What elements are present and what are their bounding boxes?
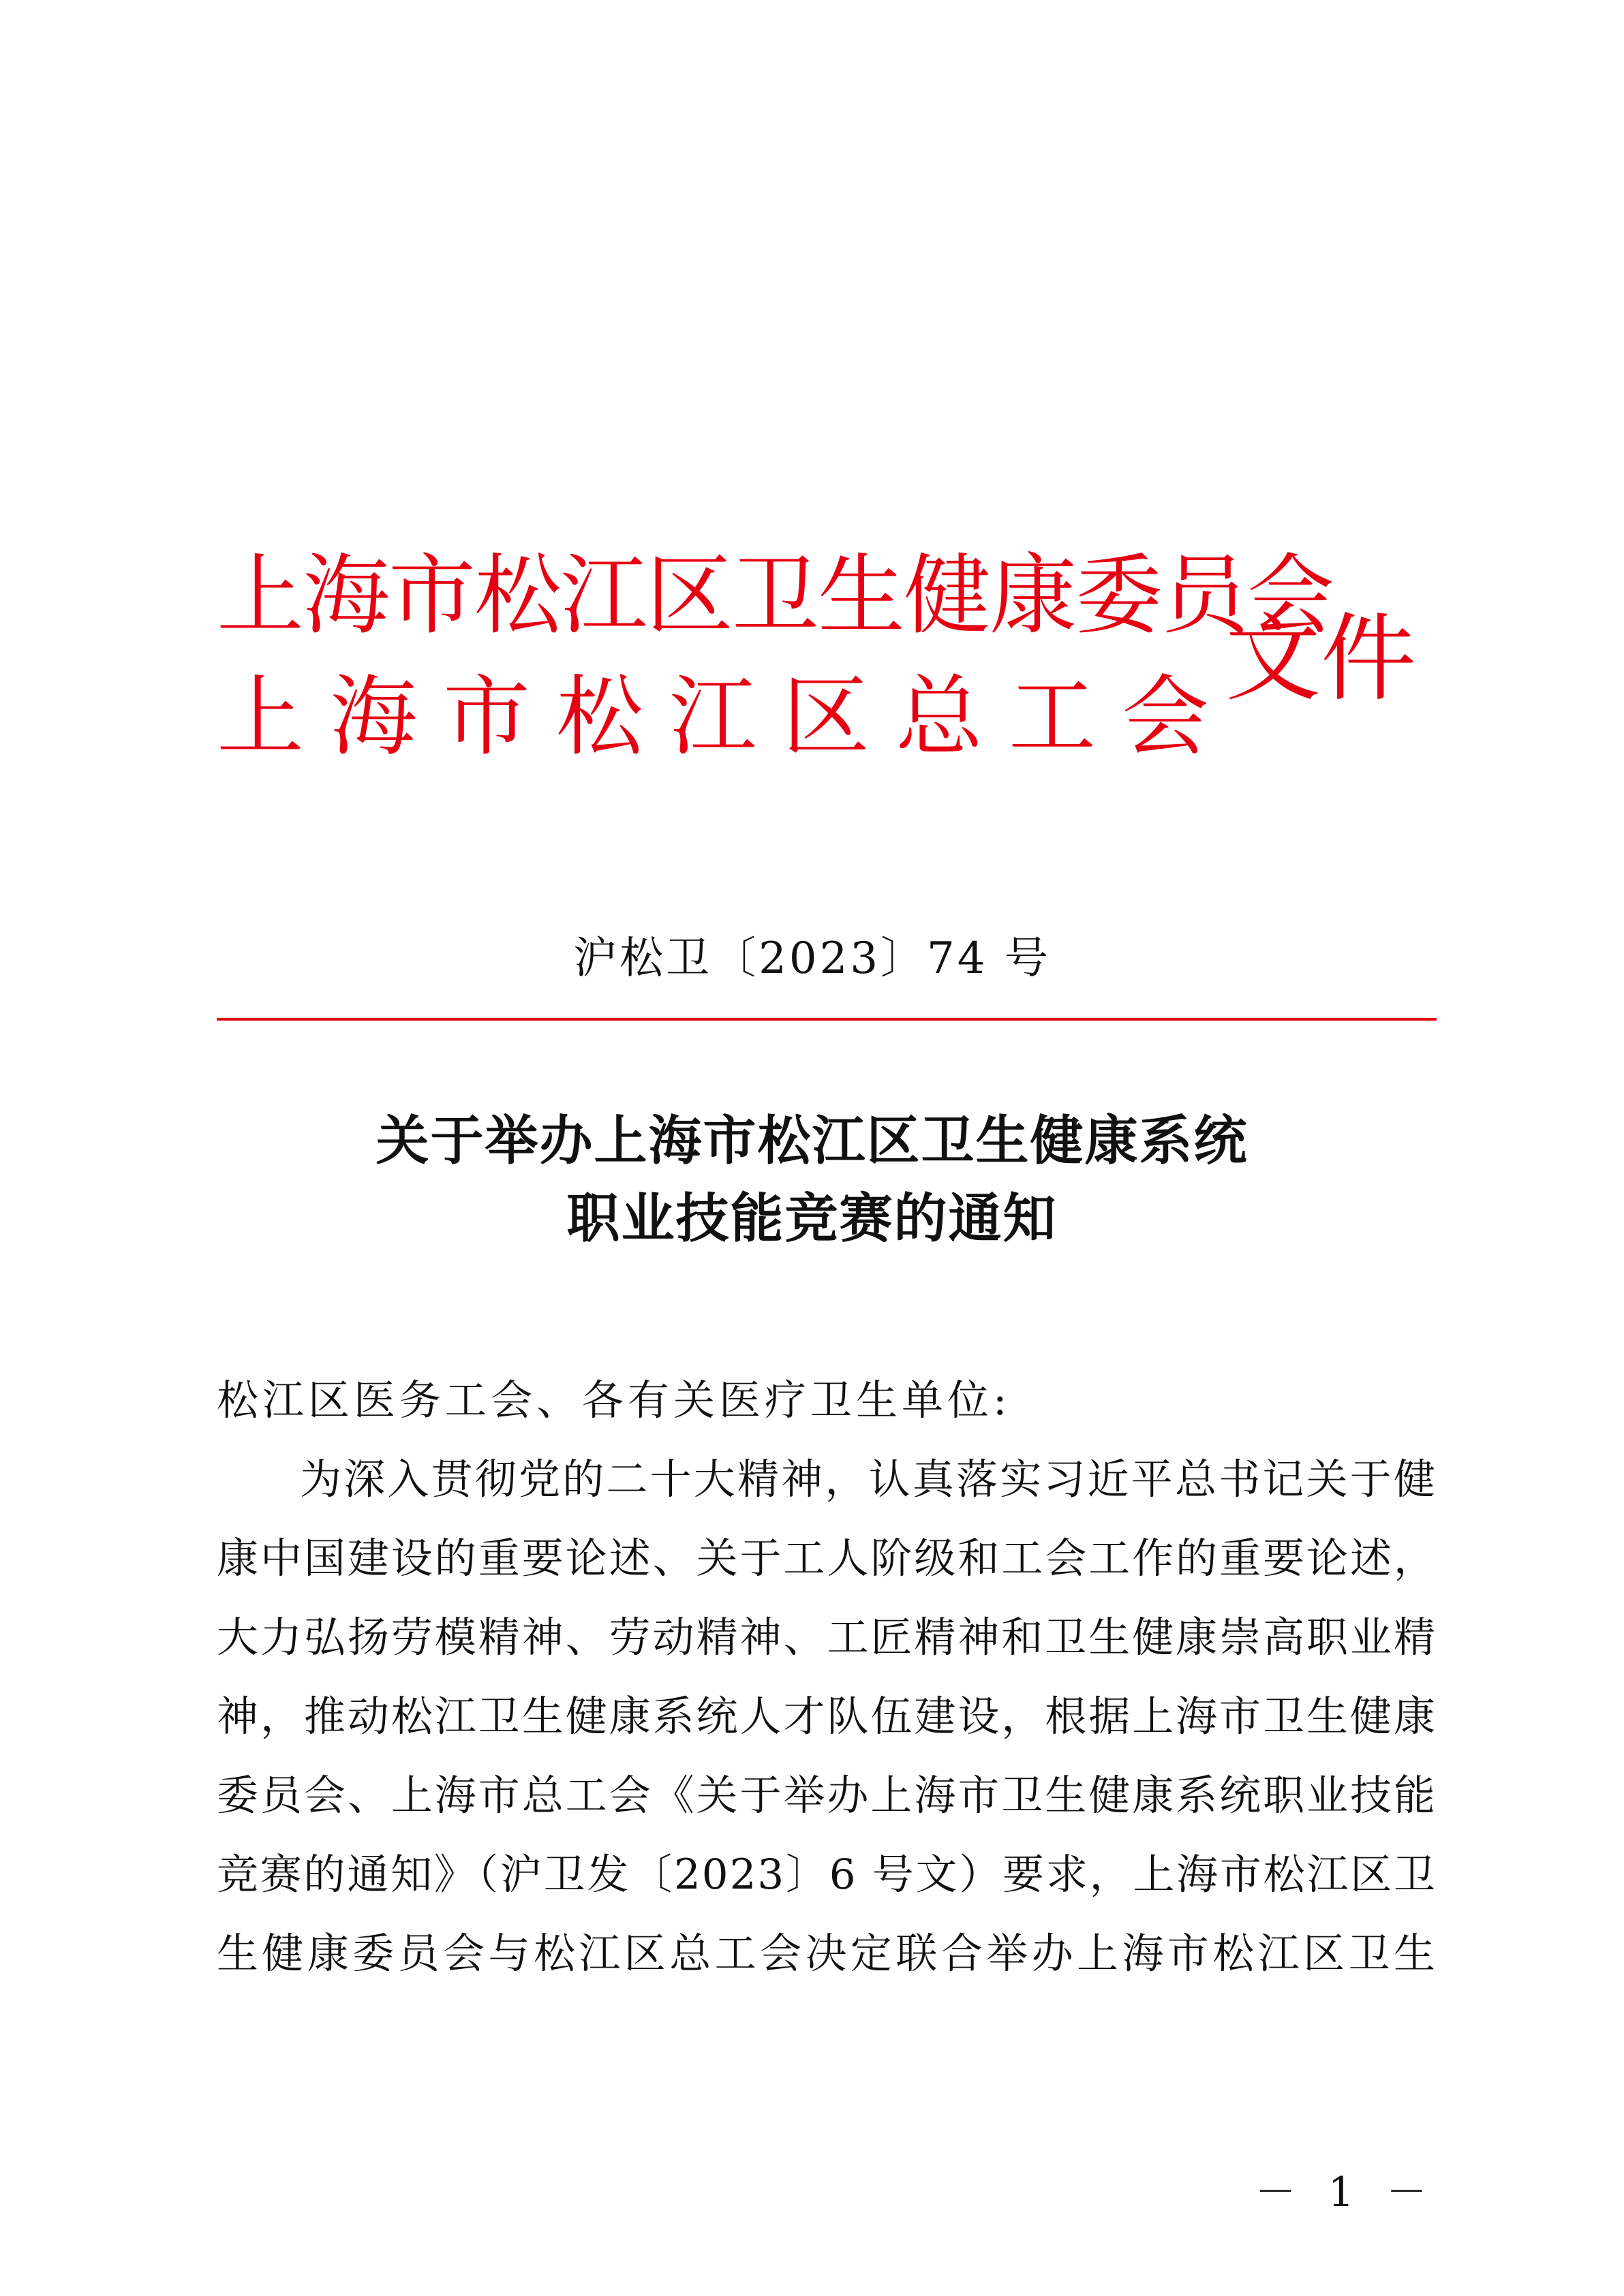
body-line: 大力弘扬劳模精神、劳动精神、工匠精神和卫生健康崇高职业精 xyxy=(217,1613,1437,1662)
header-document-label: 文件 xyxy=(1225,604,1417,715)
title-line-1: 关于举办上海市松江区卫生健康系统 xyxy=(376,1111,1248,1172)
issuer-health-commission: 上海市松江区卫生健康委员会 xyxy=(217,545,1334,647)
document-body xyxy=(217,1361,1437,1994)
body-line: 委员会、上海市总工会《关于举办上海市卫生健康系统职业技能 xyxy=(217,1771,1437,1820)
page-number: － 1 － xyxy=(1255,2169,1437,2216)
document-title xyxy=(0,1102,1624,1258)
body-line: 康中国建设的重要论述、关于工人阶级和工会工作的重要论述， xyxy=(217,1534,1437,1583)
body-line: 生健康委员会与松江区总工会决定联合举办上海市松江区卫生 xyxy=(217,1929,1437,1978)
body-line: 神，推动松江卫生健康系统人才队伍建设，根据上海市卫生健康 xyxy=(217,1692,1437,1741)
document-header xyxy=(217,545,1443,804)
red-separator-line xyxy=(217,1018,1437,1021)
title-line-2: 职业技能竞赛的通知 xyxy=(566,1188,1058,1250)
body-line: 竞赛的通知》（沪卫发〔2023〕6 号文）要求，上海市松江区卫 xyxy=(217,1850,1437,1899)
salutation: 松江区医务工会、各有关医疗卫生单位: xyxy=(217,1376,1011,1425)
body-line: 为深入贯彻党的二十大精神，认真落实习近平总书记关于健 xyxy=(300,1455,1437,1504)
document-number: 沪松卫〔2023〕74 号 xyxy=(573,933,1051,984)
issuer-federation-of-trade-unions: 上海市松江区总工会 xyxy=(217,666,1236,768)
